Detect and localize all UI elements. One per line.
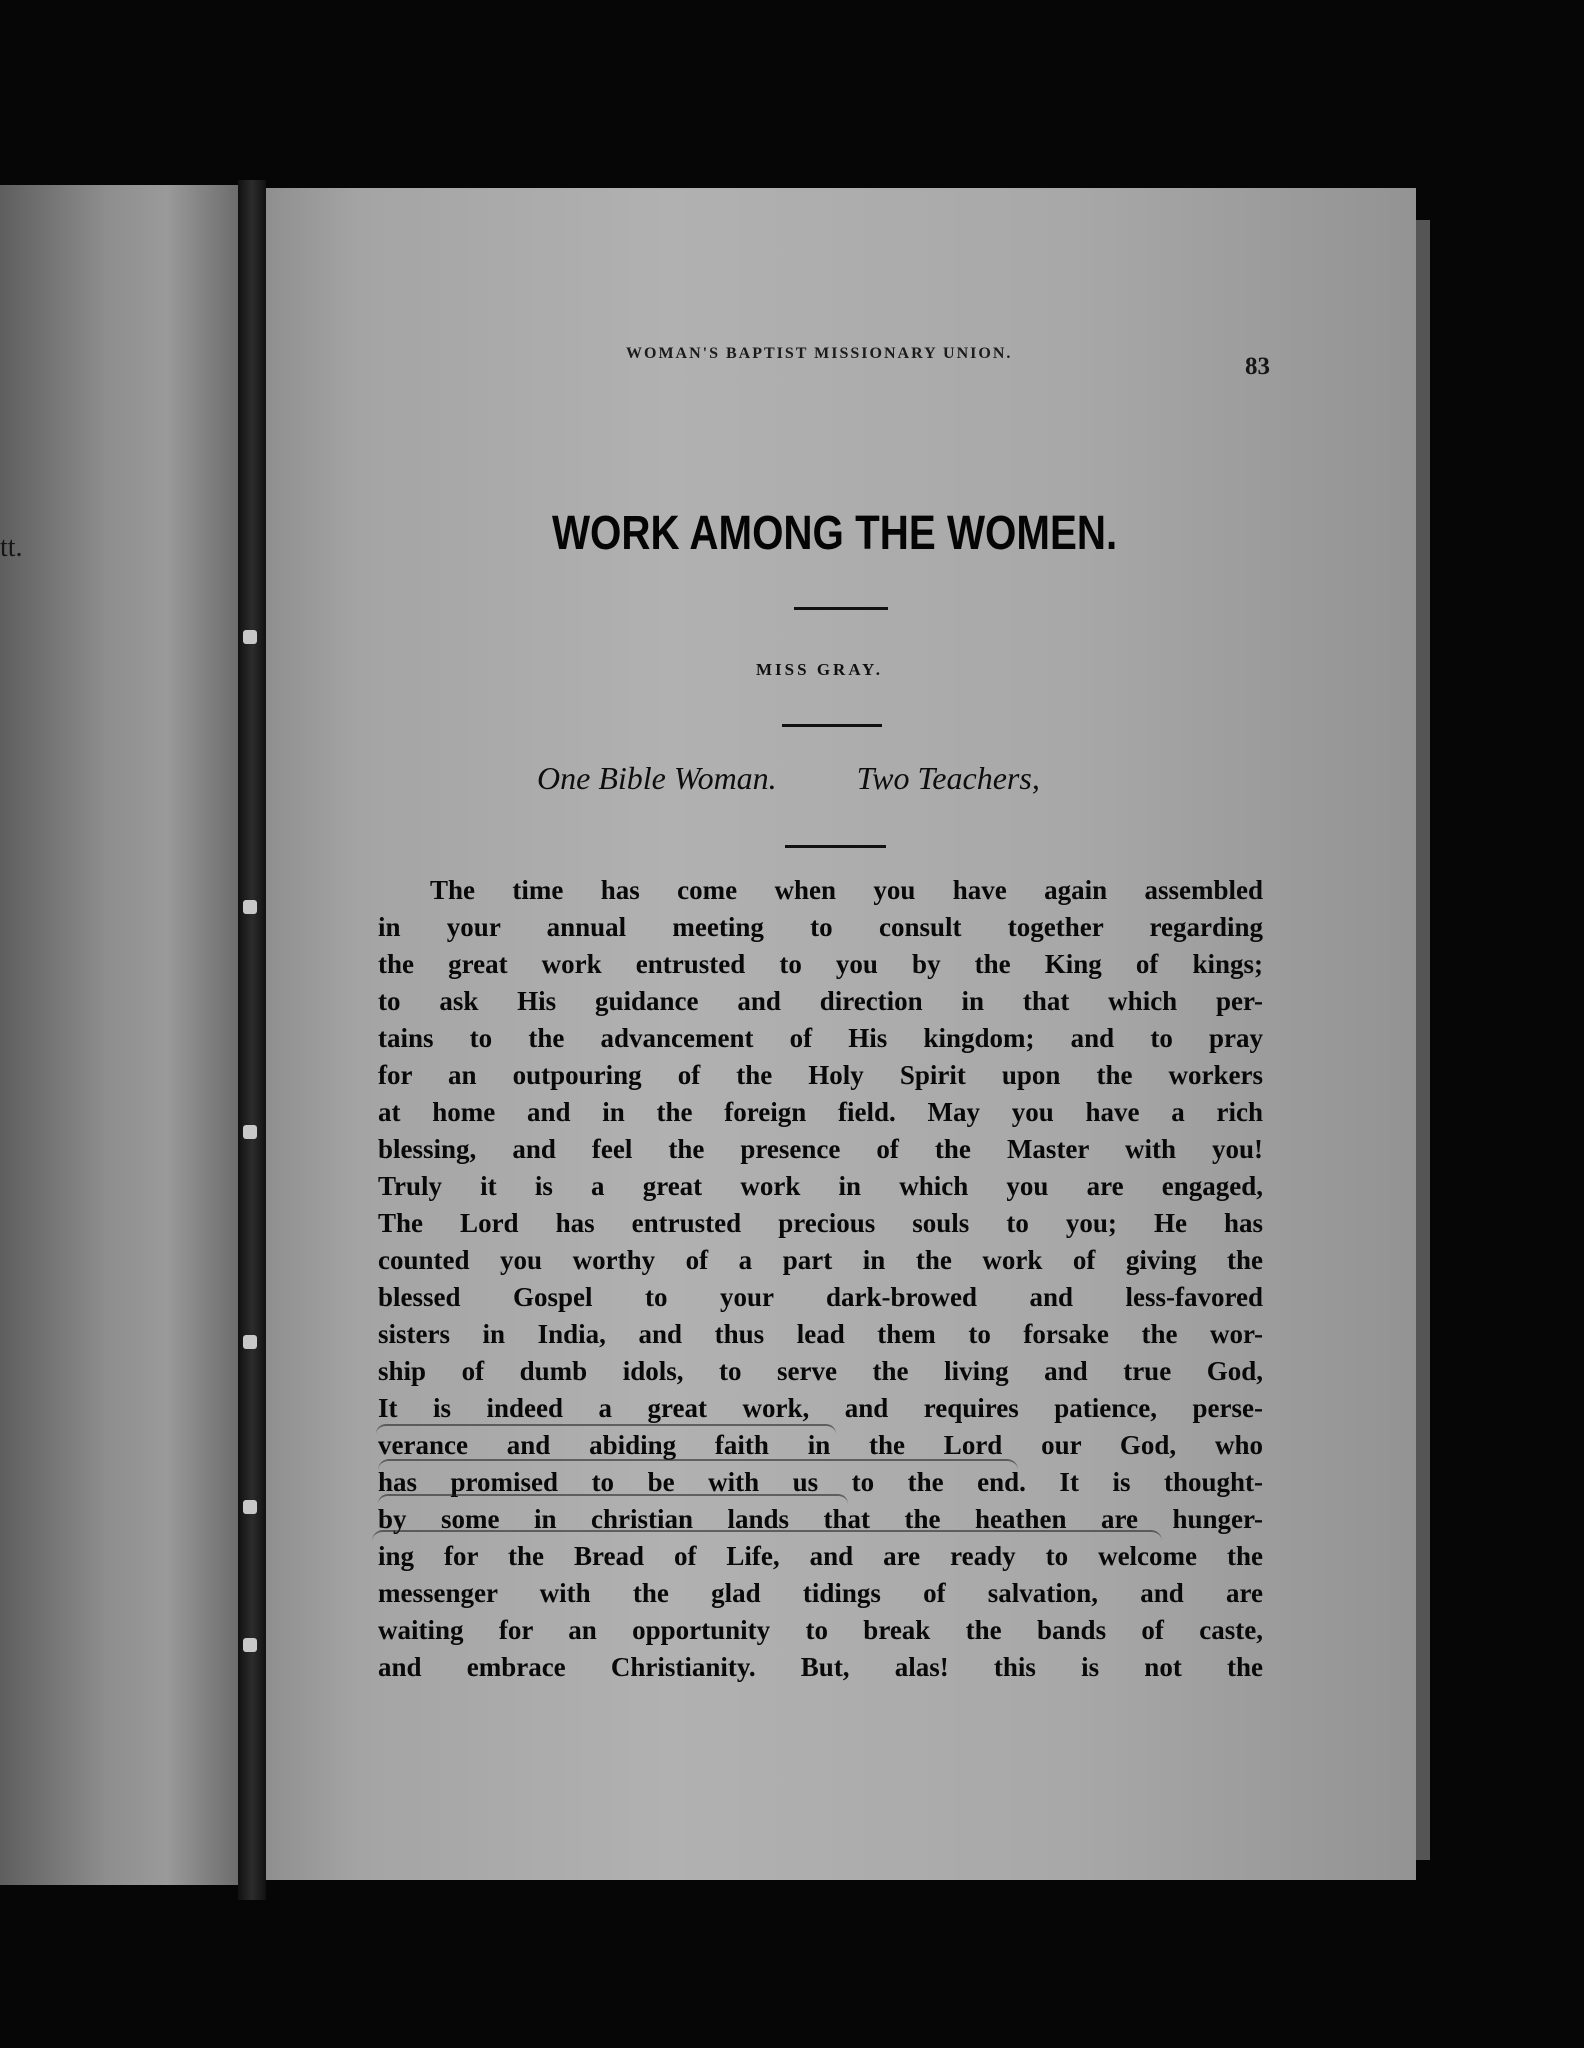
staff-subheading bbox=[537, 760, 1137, 797]
pencil-underline-mark bbox=[372, 1530, 1162, 1552]
binding-hole bbox=[243, 1500, 257, 1514]
subheading-bible-woman: One Bible Woman. bbox=[537, 760, 777, 796]
binding-hole bbox=[243, 900, 257, 914]
left-page-text-fragment: tt. bbox=[0, 532, 23, 563]
running-header: WOMAN'S BAPTIST MISSIONARY UNION. bbox=[626, 345, 1013, 362]
divider-rule bbox=[794, 607, 888, 610]
binding-hole bbox=[243, 1335, 257, 1349]
binding-hole bbox=[243, 1638, 257, 1652]
divider-rule bbox=[785, 845, 886, 848]
divider-rule bbox=[782, 724, 882, 727]
body-line: ship of dumb idols, to serve the living and true God, bbox=[378, 1356, 1263, 1386]
body-line: for an outpouring of the Holy Spirit upon the workers bbox=[378, 1060, 1263, 1090]
pencil-underline-mark bbox=[378, 1459, 1018, 1481]
author-name: MISS GRAY. bbox=[756, 660, 884, 679]
binding-hole bbox=[243, 1125, 257, 1139]
body-line: by some in christian lands that the heathen are hunger- bbox=[378, 1504, 1263, 1534]
body-line: The time has come when you have again assembled bbox=[430, 875, 1263, 905]
body-line: ing for the Bread of Life, and are ready to welcome the bbox=[378, 1541, 1263, 1571]
page-edge-shadow bbox=[1416, 220, 1430, 1860]
body-line: waiting for an opportunity to break the bands of caste, bbox=[378, 1615, 1263, 1645]
page-title: WORK AMONG THE WOMEN. bbox=[552, 507, 1118, 560]
body-line: and embrace Christianity. But, alas! this is not the bbox=[378, 1652, 1263, 1682]
body-line: It is indeed a great work, and requires patience, perse- bbox=[378, 1393, 1263, 1423]
body-line: The Lord has entrusted precious souls to you; He has bbox=[378, 1208, 1263, 1238]
body-line: counted you worthy of a part in the work of giving the bbox=[378, 1245, 1263, 1275]
body-line: blessing, and feel the presence of the Master with you! bbox=[378, 1134, 1263, 1164]
body-line: verance and abiding faith in the Lord our God, who bbox=[378, 1430, 1263, 1460]
left-page bbox=[0, 185, 238, 1885]
body-line: sisters in India, and thus lead them to forsake the wor- bbox=[378, 1319, 1263, 1349]
binding-hole bbox=[243, 630, 257, 644]
body-line: tains to the advancement of His kingdom; and to pray bbox=[378, 1023, 1263, 1053]
body-line: messenger with the glad tidings of salvation, and are bbox=[378, 1578, 1263, 1608]
pencil-underline-mark bbox=[378, 1494, 848, 1514]
body-line: Truly it is a great work in which you are engaged, bbox=[378, 1171, 1263, 1201]
pencil-underline-mark bbox=[376, 1424, 836, 1444]
body-line: the great work entrusted to you by the King of kings; bbox=[378, 949, 1263, 979]
body-line: in your annual meeting to consult together regarding bbox=[378, 912, 1263, 942]
body-paragraph bbox=[378, 872, 1263, 1686]
body-line: has promised to be with us to the end. It is thought- bbox=[378, 1467, 1263, 1497]
body-line: blessed Gospel to your dark-browed and less-favored bbox=[378, 1282, 1263, 1312]
subheading-teachers: Two Teachers, bbox=[856, 760, 1040, 796]
body-line: at home and in the foreign field. May you have a rich bbox=[378, 1097, 1263, 1127]
body-line: to ask His guidance and direction in that which per- bbox=[378, 986, 1263, 1016]
page-number: 83 bbox=[1245, 353, 1270, 380]
